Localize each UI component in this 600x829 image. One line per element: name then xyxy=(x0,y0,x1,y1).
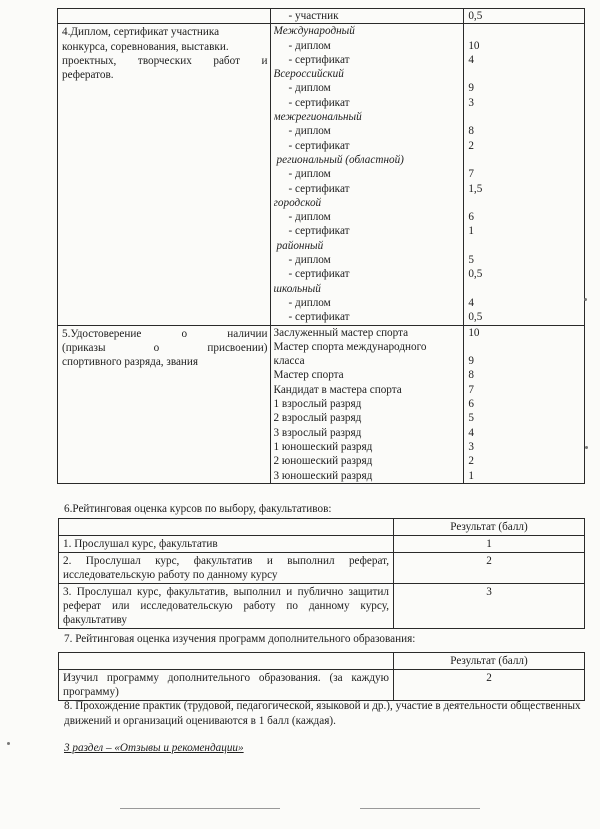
diploma-score: 4 xyxy=(468,296,474,309)
scan-speck xyxy=(7,742,10,745)
rank-label: Кандидат в мастера спорта xyxy=(273,383,402,396)
section6-heading: 6.Рейтинговая оценка курсов по выбору, факультативов: xyxy=(64,503,332,515)
cert-label: - сертификат xyxy=(288,139,350,152)
rank-score: 8 xyxy=(468,369,474,382)
cert-label: - сертификат xyxy=(288,96,350,109)
rank-score: 4 xyxy=(468,426,474,439)
course-row-text: 3. Прослушал курс, факультатив, выполнил и публично защитил реферат или исследовательскую работу по данному курсу, факультативу xyxy=(59,584,394,629)
rank-label: 2 взрослый разряд xyxy=(273,412,362,425)
level-name: школьный xyxy=(273,282,321,295)
diploma-label: - диплом xyxy=(288,82,331,95)
cert-score: 0,5 xyxy=(468,268,483,281)
table-row xyxy=(59,553,585,584)
rank-score: 1 xyxy=(468,469,474,482)
achievements-table xyxy=(57,8,585,484)
result-header: Результат (балл) xyxy=(394,653,585,670)
course-row-text: 2. Прослушал курс, факультатив и выполнил реферат, исследовательскую работу по данному курсу xyxy=(59,553,394,584)
table-row xyxy=(59,519,585,536)
scan-speck xyxy=(584,298,587,301)
row5-title-line: 5.Удостоверение о наличии xyxy=(62,327,268,340)
row4-title-line: проектных, творческих работ и xyxy=(62,54,268,67)
result-header: Результат (балл) xyxy=(394,519,585,536)
table-row-5 xyxy=(58,325,585,483)
table-row xyxy=(58,9,585,24)
rank-label: Мастер спорта xyxy=(273,369,344,382)
diploma-score: 8 xyxy=(468,125,474,138)
rank-label: 1 юношеский разряд xyxy=(273,440,373,453)
row4-title-line: конкурса, соревнования, выставки. xyxy=(62,40,229,53)
rank-label: Мастер спорта международного xyxy=(273,340,427,353)
cert-label: - сертификат xyxy=(288,182,350,195)
program-row-text: Изучил программу дополнительного образования. (за каждую программу) xyxy=(59,670,394,701)
course-row-score: 2 xyxy=(394,553,585,584)
scan-line xyxy=(120,808,280,809)
course-row-text: 1. Прослушал курс, факультатив xyxy=(59,536,394,553)
diploma-score: 6 xyxy=(468,211,474,224)
table-row-4 xyxy=(58,24,585,325)
diploma-score: 9 xyxy=(468,82,474,95)
section7-heading: 7. Рейтинговая оценка изучения программ дополнительного образования: xyxy=(64,633,416,645)
diploma-label: - диплом xyxy=(288,211,331,224)
table-row xyxy=(59,584,585,629)
rank-label: 1 взрослый разряд xyxy=(273,398,362,411)
cert-score: 0,5 xyxy=(468,311,483,324)
rank-label: 2 юношеский разряд xyxy=(273,455,373,468)
level-name: региональный (областной) xyxy=(276,153,404,166)
cert-label: - сертификат xyxy=(288,225,350,238)
diploma-label: - диплом xyxy=(288,254,331,267)
level-name: районный xyxy=(276,239,324,252)
rank-score: 2 xyxy=(468,455,474,468)
program-row-score: 2 xyxy=(394,670,585,701)
course-row-score: 1 xyxy=(394,536,585,553)
section6-table xyxy=(58,518,585,629)
rank-score: 9 xyxy=(468,355,474,368)
cert-label: - сертификат xyxy=(288,53,350,66)
diploma-score: 5 xyxy=(468,254,474,267)
participant-label: - участник xyxy=(288,10,339,22)
row4-title-line: 4.Диплом, сертификат участника xyxy=(62,26,220,39)
rank-score: 10 xyxy=(468,326,480,339)
section3-title: 3 раздел – «Отзывы и рекомендации» xyxy=(64,742,244,754)
diploma-score: 7 xyxy=(468,168,474,181)
diploma-label: - диплом xyxy=(288,125,331,138)
level-name: межрегиональный xyxy=(273,111,362,124)
section8-paragraph: 8. Прохождение практик (трудовой, педагогической, языковой и др.), участие в деятельности общественных движений и организаций оцениваются в 1 балл (каждая). xyxy=(64,700,581,727)
course-row-score: 3 xyxy=(394,584,585,629)
participant-score: 0,5 xyxy=(468,10,483,22)
rank-score: 5 xyxy=(468,412,474,425)
cert-label: - сертификат xyxy=(288,311,350,324)
diploma-label: - диплом xyxy=(288,39,331,52)
scan-line xyxy=(360,808,480,809)
table-row xyxy=(59,653,585,670)
cert-score: 1 xyxy=(468,225,474,238)
cert-score: 3 xyxy=(468,96,474,109)
diploma-score: 10 xyxy=(468,39,480,52)
scan-speck xyxy=(585,446,588,449)
rank-label: класса xyxy=(273,355,305,368)
level-name: Всероссийский xyxy=(273,68,344,81)
cert-score: 1,5 xyxy=(468,182,483,195)
diploma-label: - диплом xyxy=(288,296,331,309)
rank-label: Заслуженный мастер спорта xyxy=(273,326,409,339)
rank-label: 3 взрослый разряд xyxy=(273,426,362,439)
rank-score: 7 xyxy=(468,383,474,396)
row5-title-line: спортивного разряда, звания xyxy=(62,356,199,369)
rank-score: 6 xyxy=(468,398,474,411)
level-name: городской xyxy=(273,196,322,209)
table-row xyxy=(59,670,585,701)
row4-title-line: рефератов. xyxy=(62,69,114,82)
rank-label: 3 юношеский разряд xyxy=(273,469,373,482)
level-name: Международный xyxy=(273,25,355,38)
cert-label: - сертификат xyxy=(288,268,350,281)
cert-score: 4 xyxy=(468,53,474,66)
section7-table xyxy=(58,652,585,701)
rank-score: 3 xyxy=(468,440,474,453)
row5-title-line: (приказы о присвоении) xyxy=(62,341,268,354)
cert-score: 2 xyxy=(468,139,474,152)
table-row xyxy=(59,536,585,553)
diploma-label: - диплом xyxy=(288,168,331,181)
